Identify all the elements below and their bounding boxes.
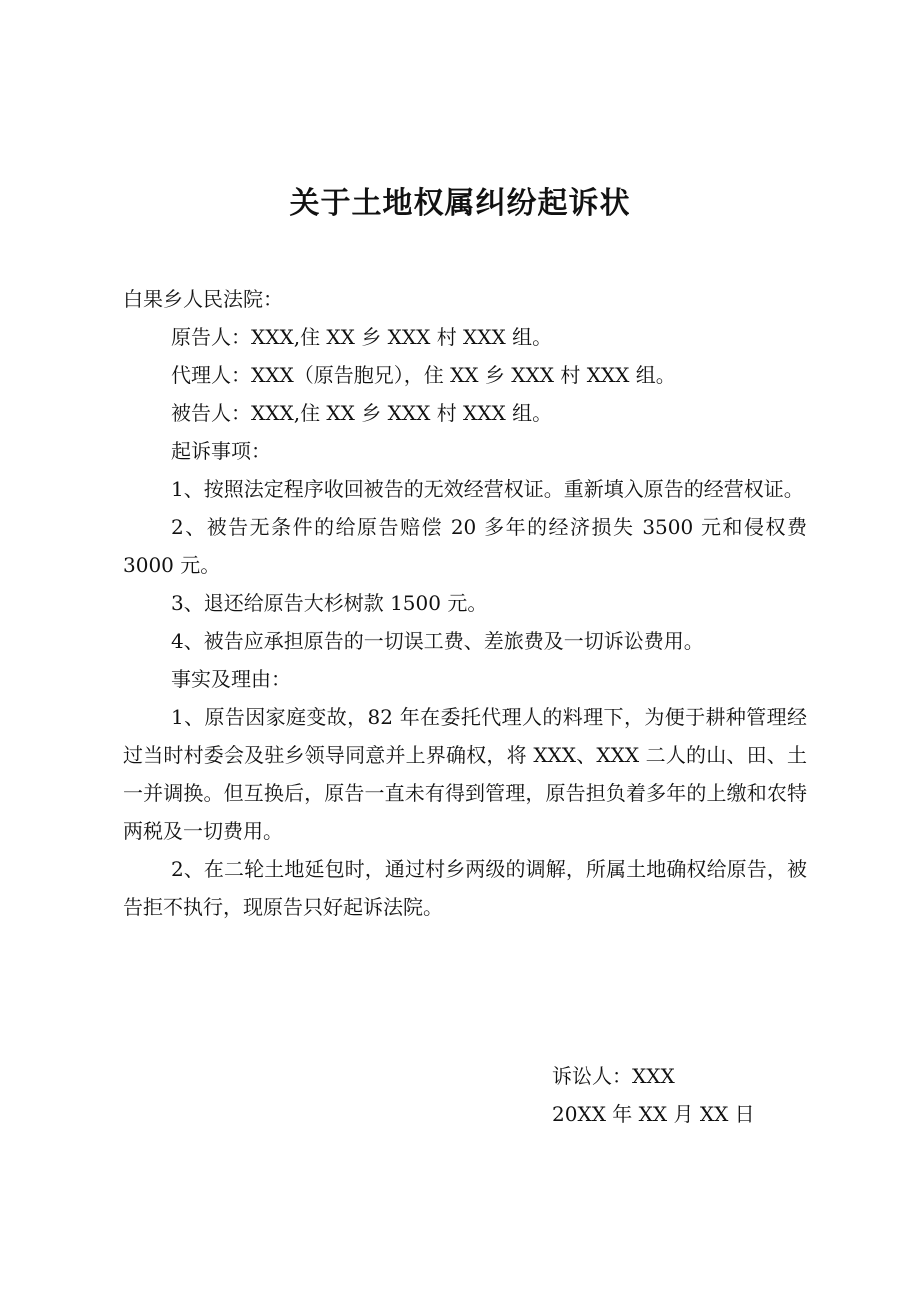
claim-item: 2、被告无条件的给原告赔偿 20 多年的经济损失 3500 元和侵权费 3000 元。	[123, 515, 807, 577]
claims-heading: 起诉事项：	[171, 439, 271, 463]
claim-item: 4、被告应承担原告的一切误工费、差旅费及一切诉讼费用。	[171, 629, 704, 653]
claim-item: 1、按照法定程序收回被告的无效经营权证。重新填入原告的经营权证。	[171, 477, 804, 501]
signature-date: 20XX 年 XX 月 XX 日	[552, 1102, 755, 1126]
defendant-line: 被告人：XXX,住 XX 乡 XXX 村 XXX 组。	[171, 401, 553, 425]
fact-item: 1、原告因家庭变故，82 年在委托代理人的料理下，为便于耕种管理经过当时村委会及驻乡领导同意并上界确权，将 XXX、XXX 二人的山、田、土一并调换。但互换后，原告一直未有得到管理，原告担负着多年的上缴和农特两税及一切费用。	[123, 705, 807, 843]
fact-item: 2、在二轮土地延包时，通过村乡两级的调解，所属土地确权给原告，被告拒不执行，现原告只好起诉法院。	[123, 857, 807, 919]
agent-line: 代理人：XXX（原告胞兄），住 XX 乡 XXX 村 XXX 组。	[171, 363, 676, 387]
litigant-signature: 诉讼人：XXX	[552, 1064, 675, 1088]
court-addressee: 白果乡人民法院：	[123, 287, 283, 311]
signature-block	[552, 1057, 755, 1133]
page-title: 关于土地权属纠纷起诉状	[289, 186, 631, 221]
plaintiff-line: 原告人：XXX,住 XX 乡 XXX 村 XXX 组。	[171, 325, 553, 349]
complaint-body	[123, 280, 807, 926]
claim-item: 3、退还给原告大杉树款 1500 元。	[171, 591, 488, 615]
facts-heading: 事实及理由：	[171, 667, 291, 691]
